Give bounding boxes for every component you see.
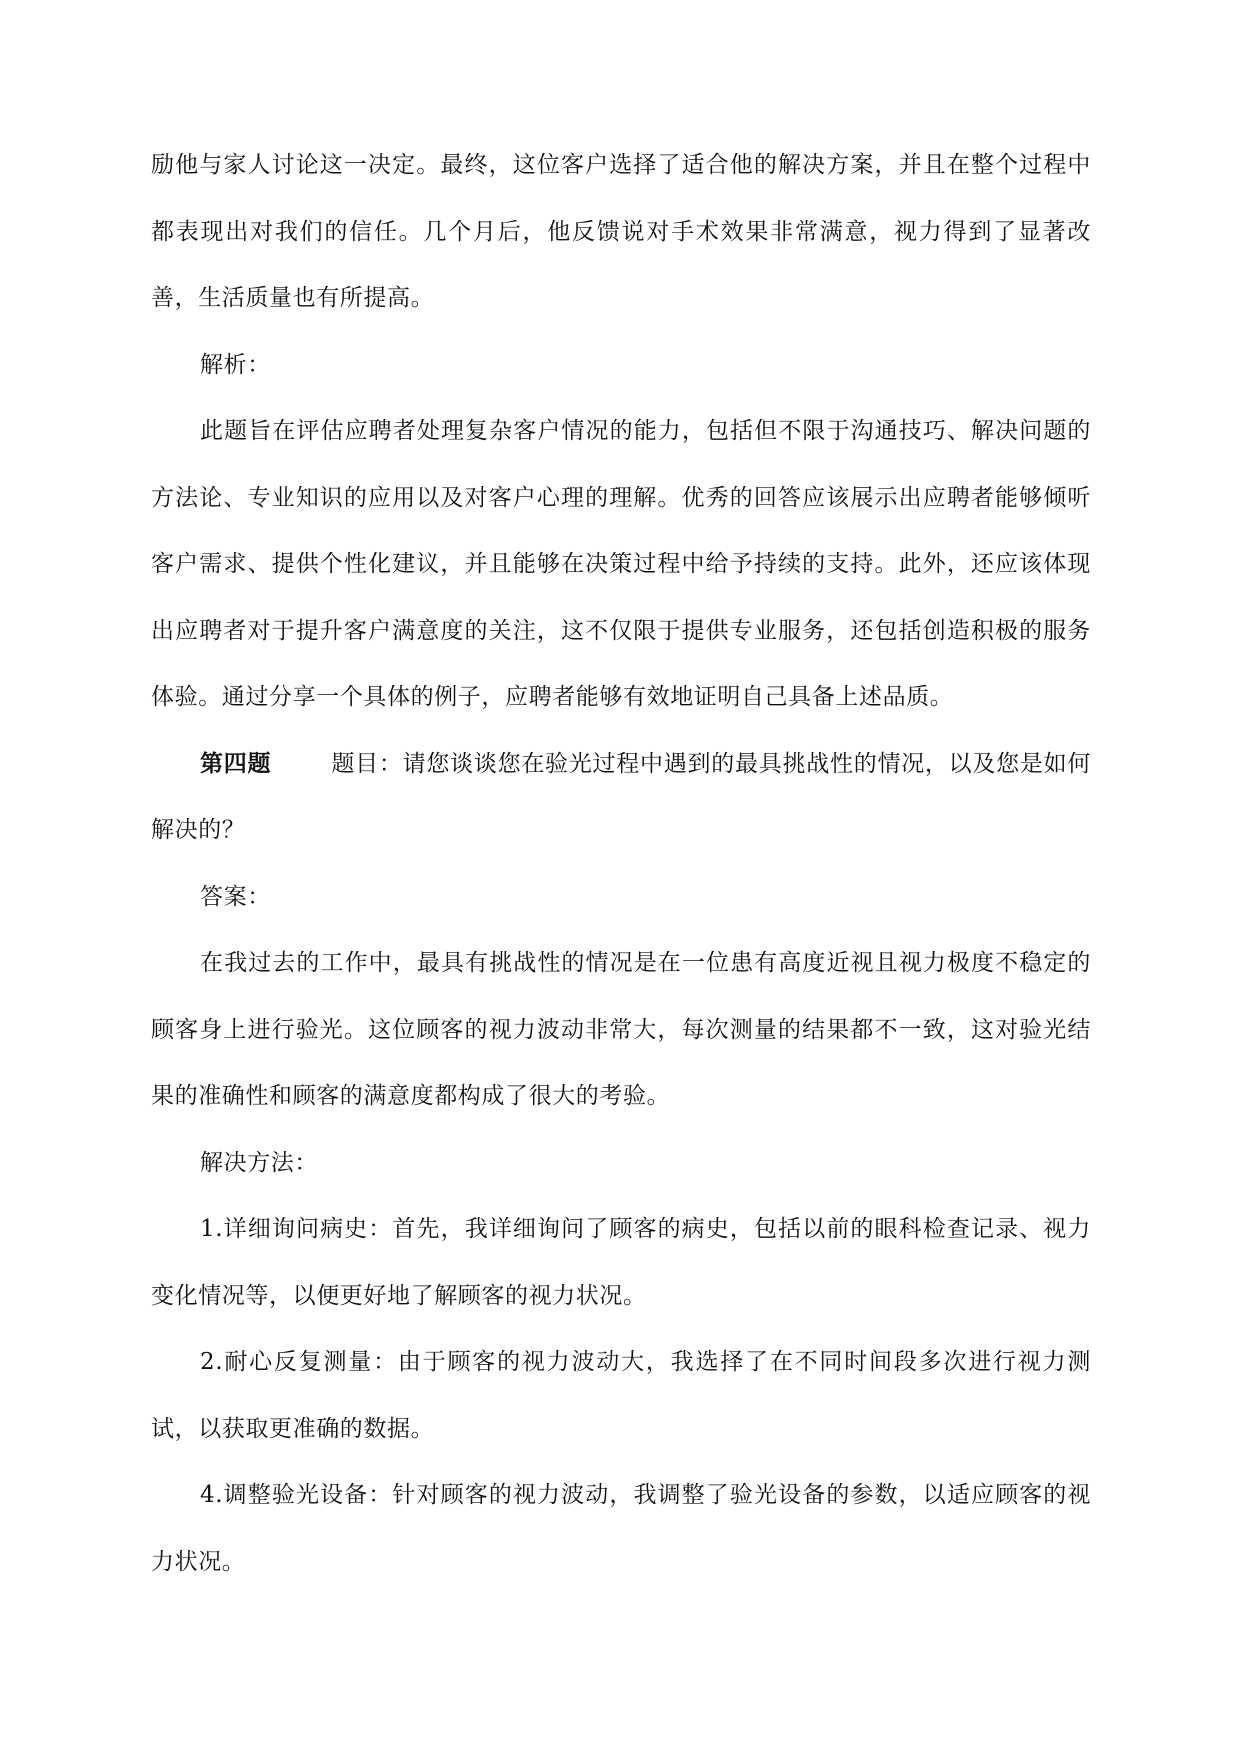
method-step-4: 4.调整验光设备：针对顾客的视力波动，我调整了验光设备的参数，以适应顾客的视力状况。 — [151, 1482, 1091, 1575]
method-step-2: 2.耐心反复测量：由于顾客的视力波动大，我选择了在不同时间段多次进行视力测试，以获取更准确的数据。 — [151, 1349, 1091, 1442]
question-4 — [151, 731, 1091, 864]
paragraph-continuation: 励他与家人讨论这一决定。最终，这位客户选择了适合他的解决方案，并且在整个过程中都表现出对我们的信任。几个月后，他反馈说对手术效果非常满意，视力得到了显著改善，生活质量也有所提高。 — [151, 152, 1091, 311]
analysis-label: 解析： — [200, 351, 271, 378]
method-label: 解决方法： — [200, 1149, 318, 1176]
question-4-label: 第四题 — [200, 749, 272, 777]
question-4-text: 题目：请您谈谈您在验光过程中遇到的最具挑战性的情况，以及您是如何解决的？ — [151, 750, 1091, 843]
document-page — [151, 132, 1091, 1595]
analysis-text: 此题旨在评估应聘者处理复杂客户情况的能力，包括但不限于沟通技巧、解决问题的方法论、专业知识的应用以及对客户心理的理解。优秀的回答应该展示出应聘者能够倾听客户需求、提供个性化建议，并且能够在决策过程中给予持续的支持。此外，还应该体现出应聘者对于提升客户满意度的关注，这不仅限于提供专业服务，还包括创造积极的服务体验。通过分享一个具体的例子，应聘者能够有效地证明自己具备上述品质。 — [151, 418, 1091, 710]
method-step-1: 1.详细询问病史：首先，我详细询问了顾客的病史，包括以前的眼科检查记录、视力变化情况等，以便更好地了解顾客的视力状况。 — [151, 1216, 1091, 1309]
answer-label: 答案： — [200, 883, 271, 910]
answer-text: 在我过去的工作中，最具有挑战性的情况是在一位患有高度近视且视力极度不稳定的顾客身上进行验光。这位顾客的视力波动非常大，每次测量的结果都不一致，这对验光结果的准确性和顾客的满意度都构成了很大的考验。 — [151, 950, 1091, 1109]
